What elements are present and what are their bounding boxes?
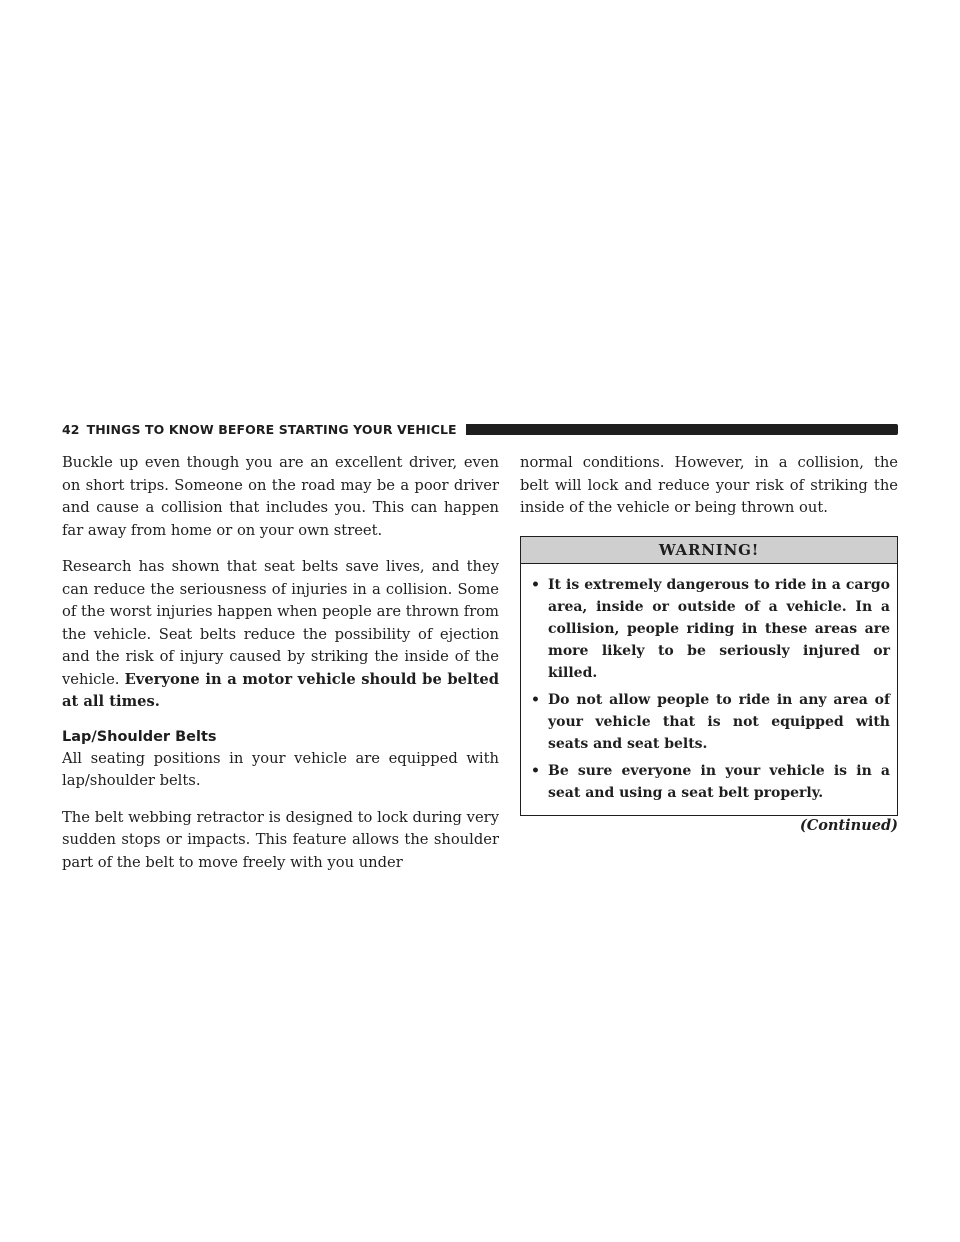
- page-header: [62, 418, 898, 440]
- warning-item-text: It is extremely dangerous to ride in a cargo area, inside or outside of a vehicle. In a collision, people riding in these areas are more likely to be seriously injured or killed.: [548, 576, 890, 681]
- warning-list: [521, 564, 897, 815]
- header-rule: [466, 424, 898, 435]
- subheading-lap-shoulder-belts: Lap/Shoulder Belts: [62, 728, 217, 745]
- paragraph-research-emphasis: Everyone in a motor vehicle should be belted at all times.: [62, 670, 499, 710]
- section-title: THINGS TO KNOW BEFORE STARTING YOUR VEHICLE: [86, 421, 457, 437]
- right-column: [520, 452, 898, 836]
- left-column: [62, 452, 499, 888]
- warning-item-text: Do not allow people to ride in any area of your vehicle that is not equipped with seats and seat belts.: [548, 691, 890, 752]
- bullet-icon: •: [531, 762, 540, 779]
- warning-item-text: Be sure everyone in your vehicle is in a seat and using a seat belt properly.: [548, 762, 890, 801]
- paragraph-normal-conditions: normal conditions. However, in a collision, the belt will lock and reduce your risk of striking the inside of the vehicle or being thrown out.: [520, 454, 898, 516]
- warning-item: [529, 760, 890, 804]
- continued-label: (Continued): [799, 816, 898, 834]
- paragraph-retractor: The belt webbing retractor is designed to lock during very sudden stops or impacts. This feature allows the shoulder part of the belt to move freely with you under: [62, 808, 499, 871]
- warning-title: WARNING!: [521, 537, 897, 564]
- warning-box: [520, 536, 898, 816]
- warning-item: [529, 689, 890, 755]
- bullet-icon: •: [531, 576, 540, 593]
- page-number: 42: [62, 421, 80, 437]
- paragraph-buckle-up: Buckle up even though you are an excellent driver, even on short trips. Someone on the road may be a poor driver and cause a collision that includes you. This can happen far away from home or on your own street.: [62, 454, 499, 539]
- paragraph-research-text: Research has shown that seat belts save lives, and they can reduce the seriousness of injuries in a collision. Some of the worst injuries happen when people are thrown from the vehicle. Seat belts reduce the possibility of ejection and the risk of injury caused by striking the inside of the vehicle.: [62, 558, 499, 688]
- paragraph-research: [62, 556, 499, 714]
- warning-item: [529, 574, 890, 684]
- paragraph-seating-positions: All seating positions in your vehicle are equipped with lap/shoulder belts.: [62, 749, 499, 789]
- bullet-icon: •: [531, 691, 540, 708]
